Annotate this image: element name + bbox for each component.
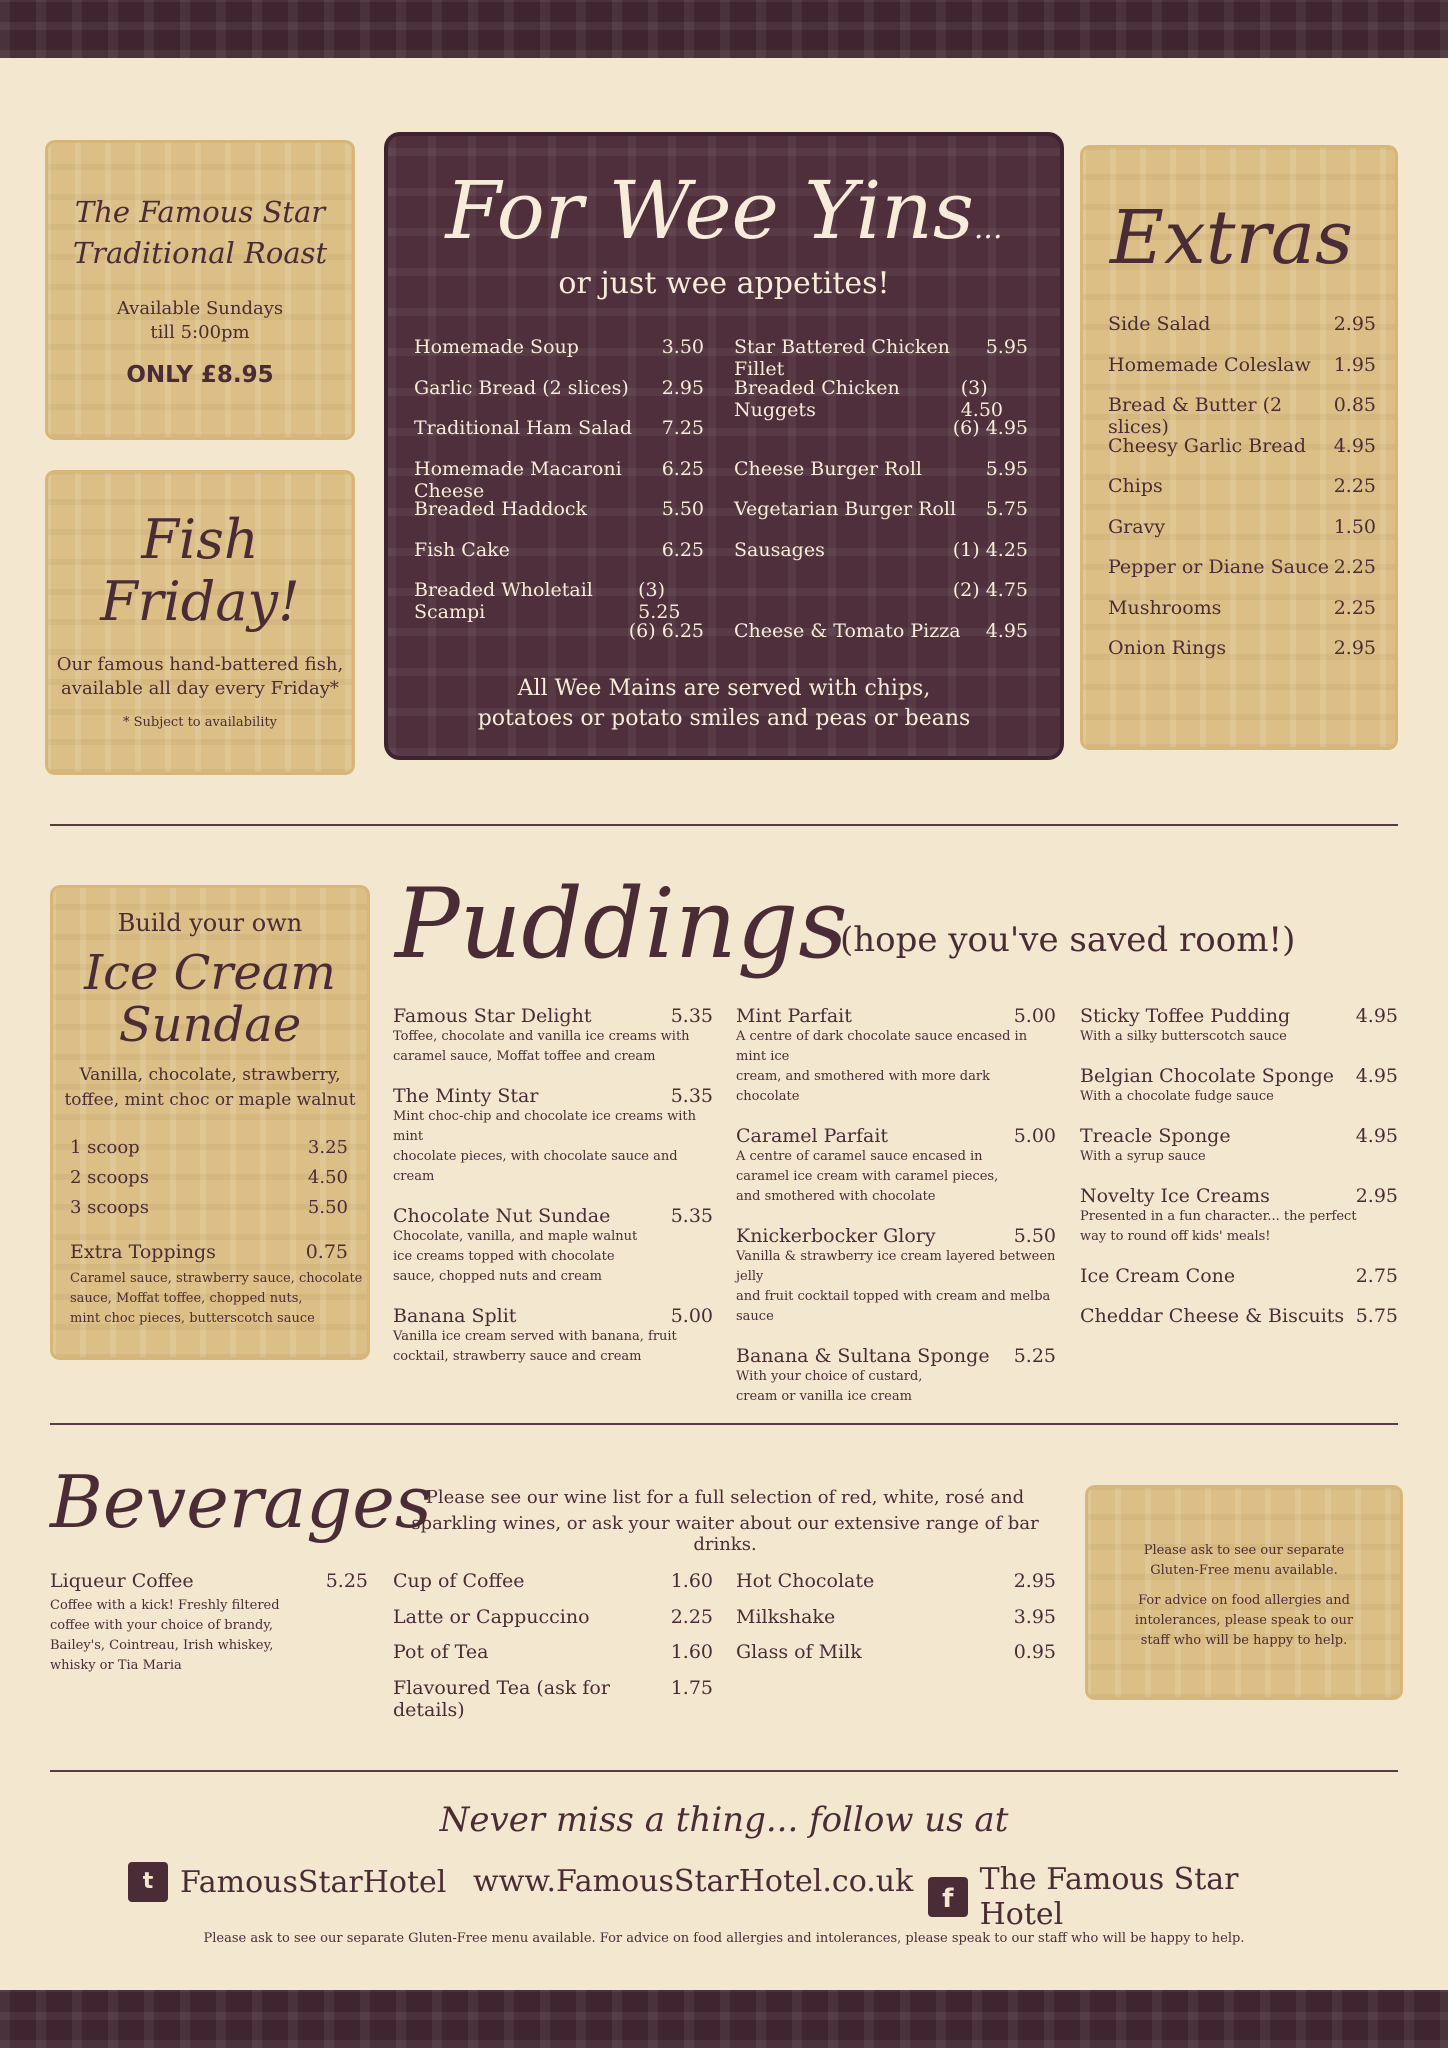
kids-menu-item bbox=[734, 376, 1028, 421]
extras-item bbox=[1108, 516, 1376, 557]
item-name: Mushrooms bbox=[1108, 596, 1222, 619]
item-price: (6) 4.95 bbox=[952, 417, 1028, 439]
item-name: Onion Rings bbox=[1108, 637, 1227, 659]
twitter-handle: FamousStarHotel bbox=[180, 1864, 447, 1900]
pudding-item-row bbox=[393, 1205, 713, 1227]
kids-menu-item bbox=[734, 458, 1028, 499]
pudding-item bbox=[736, 1225, 1056, 1327]
item-name: Knickerbocker Glory bbox=[736, 1225, 936, 1247]
item-description: Chocolate, vanilla, and maple walnut bbox=[393, 1229, 638, 1244]
scoop-option bbox=[70, 1167, 348, 1197]
pudding-item-row bbox=[736, 1225, 1056, 1247]
item-price: 2.95 bbox=[661, 376, 704, 399]
item-price: 1.60 bbox=[670, 1570, 713, 1592]
item-price: 5.00 bbox=[1013, 1005, 1056, 1027]
sunday-roast-panel bbox=[45, 140, 355, 440]
kids-menu-item bbox=[734, 579, 1028, 620]
item-price: 5.75 bbox=[985, 498, 1028, 520]
pudding-item-row bbox=[736, 1125, 1056, 1147]
pudding-item bbox=[393, 1305, 713, 1367]
liqueur-desc-line2: coffee with your choice of brandy, bbox=[50, 1618, 274, 1633]
item-price: 1.95 bbox=[1333, 353, 1376, 376]
pudding-item bbox=[393, 1085, 713, 1187]
kids-menu-item bbox=[414, 377, 704, 418]
item-description: Mint choc-chip and chocolate ice creams with mint bbox=[393, 1109, 696, 1144]
item-name: Cheese Burger Roll bbox=[734, 457, 923, 480]
kids-menu-item bbox=[734, 620, 1028, 661]
pudding-item bbox=[393, 1005, 713, 1067]
beverage-item bbox=[393, 1676, 713, 1721]
item-price: 5.95 bbox=[985, 336, 1028, 358]
item-price: 4.95 bbox=[1333, 434, 1376, 457]
twitter-icon: t bbox=[128, 1862, 168, 1902]
item-name: Ice Cream Cone bbox=[1080, 1265, 1236, 1287]
item-price: 3.95 bbox=[1013, 1605, 1056, 1628]
beverage-item bbox=[393, 1606, 713, 1642]
allergy-note-line2: Gluten-Free menu available. bbox=[1150, 1563, 1338, 1578]
facebook-link[interactable] bbox=[928, 1862, 1328, 1932]
item-name: Hot Chocolate bbox=[736, 1570, 875, 1592]
scoop-option bbox=[70, 1197, 348, 1227]
extras-item bbox=[1108, 597, 1376, 638]
pudding-item bbox=[1080, 1005, 1398, 1047]
item-description: A centre of dark chocolate sauce encased in mint ice bbox=[736, 1029, 1028, 1064]
facebook-icon: f bbox=[928, 1877, 968, 1917]
item-price: 5.35 bbox=[670, 1005, 713, 1027]
item-name: Caramel Parfait bbox=[736, 1125, 889, 1147]
item-name: 2 scoops bbox=[70, 1167, 149, 1188]
puddings-column-1 bbox=[393, 1005, 713, 1385]
item-description: Toffee, chocolate and vanilla ice creams with bbox=[393, 1029, 690, 1044]
item-description: sauce, chopped nuts and cream bbox=[393, 1269, 602, 1284]
item-price: (1) 4.25 bbox=[952, 538, 1028, 561]
item-name: Cup of Coffee bbox=[393, 1570, 525, 1592]
follow-us-heading: Never miss a thing... follow us at bbox=[439, 1800, 1009, 1840]
kids-menu-item bbox=[414, 620, 704, 661]
extras-item bbox=[1108, 435, 1376, 476]
extra-toppings-row bbox=[70, 1241, 348, 1263]
allergy-note-line3: For advice on food allergies and bbox=[1138, 1593, 1350, 1608]
item-description: and smothered with chocolate bbox=[736, 1189, 936, 1204]
kids-menu-item bbox=[734, 417, 1028, 458]
item-price: 1.60 bbox=[670, 1641, 713, 1663]
item-price: 5.35 bbox=[670, 1205, 713, 1227]
item-name: Banana & Sultana Sponge bbox=[736, 1345, 990, 1367]
item-price: 2.25 bbox=[1333, 556, 1376, 578]
beverage-item bbox=[393, 1641, 713, 1677]
item-name: Homemade Coleslaw bbox=[1108, 353, 1311, 376]
pudding-item bbox=[736, 1345, 1056, 1407]
item-price: 1.50 bbox=[1333, 515, 1376, 538]
allergy-note-line5: staff who will be happy to help. bbox=[1140, 1633, 1348, 1648]
extras-title: Extras bbox=[1110, 195, 1353, 281]
item-name: Bread & Butter (2 slices) bbox=[1108, 394, 1283, 438]
item-price: 5.75 bbox=[1355, 1305, 1398, 1327]
extras-item bbox=[1108, 354, 1376, 395]
extras-item bbox=[1108, 394, 1376, 438]
item-name: Vegetarian Burger Roll bbox=[734, 498, 957, 520]
pudding-item bbox=[393, 1205, 713, 1287]
item-price: 4.95 bbox=[1355, 1005, 1398, 1027]
kids-footer-line1: All Wee Mains are served with chips, bbox=[517, 676, 931, 701]
fish-description-line2: available all day every Friday* bbox=[61, 678, 339, 699]
item-price: (6) 6.25 bbox=[628, 619, 704, 642]
section-divider-3 bbox=[50, 1770, 1398, 1772]
item-name: Latte or Cappuccino bbox=[393, 1605, 590, 1628]
item-price: 7.25 bbox=[661, 417, 704, 439]
liqueur-desc-line4: whisky or Tia Maria bbox=[50, 1658, 182, 1673]
item-name: Gravy bbox=[1108, 515, 1166, 538]
roast-title-line2: Traditional Roast bbox=[72, 236, 328, 270]
item-description: With a chocolate fudge sauce bbox=[1080, 1089, 1274, 1104]
fish-description-line1: Our famous hand-battered fish, bbox=[56, 654, 344, 675]
website-url: www.FamousStarHotel.co.uk bbox=[473, 1864, 914, 1899]
item-price: 4.95 bbox=[1355, 1065, 1398, 1087]
item-name: Chocolate Nut Sundae bbox=[393, 1205, 611, 1227]
item-description: A centre of caramel sauce encased in bbox=[736, 1149, 983, 1164]
pudding-item bbox=[1080, 1185, 1398, 1247]
sundae-flavours-line1: Vanilla, chocolate, strawberry, bbox=[79, 1065, 341, 1085]
pudding-item bbox=[1080, 1065, 1398, 1107]
extras-item bbox=[1108, 556, 1376, 597]
item-name: Breaded Haddock bbox=[414, 498, 588, 520]
item-name: Homemade Macaroni Cheese bbox=[414, 457, 622, 502]
roast-time: till 5:00pm bbox=[150, 322, 250, 343]
item-name: Breaded Chicken Nuggets bbox=[734, 376, 900, 421]
sundae-title-line1: Ice Cream bbox=[84, 945, 336, 1001]
item-price: 2.25 bbox=[670, 1605, 713, 1628]
item-name: Star Battered Chicken Fillet bbox=[734, 336, 950, 380]
puddings-column-2 bbox=[736, 1005, 1056, 1425]
kids-right-column bbox=[734, 336, 1028, 660]
section-divider-1 bbox=[50, 824, 1398, 826]
item-name: Belgian Chocolate Sponge bbox=[1080, 1065, 1335, 1087]
item-name: 3 scoops bbox=[70, 1197, 149, 1218]
kids-subtitle: or just wee appetites! bbox=[558, 266, 890, 301]
item-name: Breaded Wholetail Scampi bbox=[414, 579, 593, 623]
item-name: Milkshake bbox=[736, 1605, 836, 1628]
extras-item bbox=[1108, 637, 1376, 678]
sundae-title-line2: Sundae bbox=[118, 997, 302, 1053]
kids-menu-item bbox=[414, 539, 704, 580]
item-name: Cheese & Tomato Pizza bbox=[734, 619, 961, 642]
beverages-title: Beverages bbox=[50, 1460, 432, 1544]
item-price: 2.95 bbox=[1013, 1570, 1056, 1592]
item-description: Vanilla ice cream served with banana, fruit bbox=[393, 1329, 677, 1344]
social-links bbox=[128, 1862, 1328, 1932]
toppings-desc-line1: Caramel sauce, strawberry sauce, chocolate bbox=[70, 1271, 363, 1286]
pudding-item-row bbox=[393, 1005, 713, 1027]
pudding-item bbox=[736, 1125, 1056, 1207]
item-price: (3) 5.25 bbox=[638, 579, 681, 623]
beverages-intro-line2: sparkling wines, or ask your waiter about our extensive range of bar drinks. bbox=[411, 1513, 1039, 1555]
item-description: With a silky butterscotch sauce bbox=[1080, 1029, 1287, 1044]
liqueur-desc-line1: Coffee with a kick! Freshly filtered bbox=[50, 1598, 280, 1613]
item-name: Homemade Soup bbox=[414, 336, 579, 358]
beverage-item bbox=[736, 1570, 1056, 1606]
item-price: 4.95 bbox=[985, 619, 1028, 642]
scoop-list bbox=[70, 1137, 348, 1227]
liqueur-coffee-row bbox=[50, 1570, 368, 1592]
pudding-item-row bbox=[1080, 1005, 1398, 1027]
kids-title bbox=[388, 166, 1060, 274]
extra-toppings-price: 0.75 bbox=[305, 1241, 348, 1263]
pudding-item-row bbox=[393, 1085, 713, 1107]
bottom-plaid-border bbox=[0, 1990, 1448, 2048]
item-price: 1.75 bbox=[670, 1676, 713, 1699]
item-price: 3.50 bbox=[661, 336, 704, 358]
kids-menu-panel bbox=[384, 132, 1064, 760]
item-price: 4.50 bbox=[307, 1167, 348, 1188]
item-price: 5.50 bbox=[1013, 1225, 1056, 1247]
facebook-page-name: The Famous Star Hotel bbox=[979, 1862, 1239, 1932]
item-description: Vanilla & strawberry ice cream layered between jelly bbox=[736, 1249, 1056, 1284]
item-name: Cheesy Garlic Bread bbox=[1108, 434, 1306, 457]
allergy-note-line1: Please ask to see our separate bbox=[1143, 1543, 1345, 1558]
liqueur-coffee-name: Liqueur Coffee bbox=[50, 1570, 194, 1592]
item-description: With a syrup sauce bbox=[1080, 1149, 1206, 1164]
pudding-item bbox=[736, 1005, 1056, 1107]
item-description: cocktail, strawberry sauce and cream bbox=[393, 1349, 642, 1364]
beverage-item bbox=[736, 1606, 1056, 1642]
roast-price: ONLY £8.95 bbox=[126, 362, 274, 388]
item-description: and fruit cocktail topped with cream and melba sauce bbox=[736, 1289, 1051, 1324]
item-name: Famous Star Delight bbox=[393, 1005, 592, 1027]
pudding-item-row bbox=[1080, 1265, 1398, 1287]
item-name: Cheddar Cheese & Biscuits bbox=[1080, 1305, 1345, 1327]
beverage-item bbox=[393, 1570, 713, 1606]
extras-list bbox=[1108, 313, 1376, 678]
item-price: (3) 4.50 bbox=[960, 376, 1004, 421]
item-price: 6.25 bbox=[661, 538, 704, 561]
fish-friday-panel bbox=[45, 470, 355, 775]
item-price: 5.35 bbox=[670, 1085, 713, 1107]
extras-item bbox=[1108, 313, 1376, 354]
section-divider-2 bbox=[50, 1423, 1398, 1425]
item-price: 4.95 bbox=[1355, 1125, 1398, 1147]
item-name: Flavoured Tea (ask for details) bbox=[393, 1676, 610, 1721]
item-price: 6.25 bbox=[661, 457, 704, 480]
kids-left-column bbox=[414, 336, 704, 660]
item-name: 1 scoop bbox=[70, 1137, 140, 1158]
item-description: cream or vanilla ice cream bbox=[736, 1389, 912, 1404]
item-description: Presented in a fun character... the perfect bbox=[1080, 1209, 1357, 1224]
kids-menu-item bbox=[414, 457, 704, 502]
kids-menu-item bbox=[414, 417, 704, 458]
extra-toppings-name: Extra Toppings bbox=[70, 1241, 216, 1263]
beverage-item bbox=[736, 1641, 1056, 1677]
item-description: cream, and smothered with more dark chocolate bbox=[736, 1069, 990, 1104]
website-link[interactable] bbox=[473, 1862, 913, 1902]
item-price: 2.95 bbox=[1333, 637, 1376, 659]
pudding-item bbox=[1080, 1125, 1398, 1167]
scoop-option bbox=[70, 1137, 348, 1167]
kids-menu-item bbox=[414, 579, 704, 623]
item-name: Novelty Ice Creams bbox=[1080, 1185, 1270, 1207]
item-description: chocolate pieces, with chocolate sauce and cream bbox=[393, 1149, 678, 1184]
roast-availability: Available Sundays bbox=[116, 298, 284, 319]
allergy-note-line4: intolerances, please speak to our bbox=[1134, 1613, 1354, 1628]
item-price: 5.50 bbox=[307, 1197, 348, 1218]
sundae-panel bbox=[50, 885, 370, 1360]
roast-title-line1: The Famous Star bbox=[74, 195, 326, 229]
beverages-column-2 bbox=[393, 1570, 713, 1721]
item-description: way to round off kids' meals! bbox=[1080, 1229, 1271, 1244]
item-price: 5.00 bbox=[1013, 1125, 1056, 1147]
beverages-intro-line1: Please see our wine list for a full selection of red, white, rosé and bbox=[425, 1487, 1025, 1508]
item-description: With your choice of custard, bbox=[736, 1369, 923, 1384]
kids-menu-item bbox=[734, 336, 1028, 380]
item-name: Chips bbox=[1108, 475, 1163, 497]
item-price: 2.25 bbox=[1333, 475, 1376, 497]
item-description: caramel sauce, Moffat toffee and cream bbox=[393, 1049, 656, 1064]
item-price: 0.85 bbox=[1333, 394, 1376, 416]
footer-disclaimer: Please ask to see our separate Gluten-Free menu available. For advice on food allergies and intolerances, please speak to our staff who will be happy to help. bbox=[203, 1931, 1245, 1946]
item-name: Mint Parfait bbox=[736, 1005, 852, 1027]
pudding-item-row bbox=[736, 1005, 1056, 1027]
item-price: 5.25 bbox=[1013, 1345, 1056, 1367]
item-name: Traditional Ham Salad bbox=[414, 417, 633, 439]
toppings-desc-line2: sauce, Moffat toffee, chopped nuts, bbox=[70, 1291, 303, 1306]
fish-availability-note: * Subject to availability bbox=[122, 715, 278, 730]
item-name: The Minty Star bbox=[393, 1085, 539, 1107]
liqueur-coffee-price: 5.25 bbox=[325, 1570, 368, 1592]
pudding-item bbox=[1080, 1265, 1398, 1287]
item-name: Fish Cake bbox=[414, 538, 510, 561]
item-price: 2.25 bbox=[1333, 596, 1376, 619]
pudding-item-row bbox=[393, 1305, 713, 1327]
kids-menu-item bbox=[414, 498, 704, 539]
kids-title-ellipsis: ... bbox=[973, 211, 1003, 246]
item-name: Banana Split bbox=[393, 1305, 517, 1327]
pudding-item bbox=[1080, 1305, 1398, 1327]
item-price: (2) 4.75 bbox=[952, 579, 1028, 601]
twitter-link[interactable] bbox=[128, 1862, 446, 1902]
toppings-desc-line3: mint choc pieces, butterscotch sauce bbox=[70, 1311, 315, 1326]
sundae-flavours-line2: toffee, mint choc or maple walnut bbox=[64, 1090, 356, 1110]
item-price: 2.95 bbox=[1333, 313, 1376, 335]
item-name: Pepper or Diane Sauce bbox=[1108, 556, 1330, 578]
kids-menu-item bbox=[414, 336, 704, 377]
beverages-column-3 bbox=[736, 1570, 1056, 1677]
puddings-column-3 bbox=[1080, 1005, 1398, 1345]
item-description: caramel ice cream with caramel pieces, bbox=[736, 1169, 999, 1184]
liqueur-coffee-item bbox=[50, 1570, 368, 1676]
item-price: 5.95 bbox=[985, 457, 1028, 480]
item-price: 5.50 bbox=[661, 498, 704, 520]
pudding-item-row bbox=[1080, 1305, 1398, 1327]
pudding-item-row bbox=[1080, 1185, 1398, 1207]
item-price: 2.95 bbox=[1355, 1185, 1398, 1207]
item-price: 2.75 bbox=[1355, 1265, 1398, 1287]
kids-menu-item bbox=[734, 498, 1028, 539]
top-plaid-border bbox=[0, 0, 1448, 58]
sundae-pre-title: Build your own bbox=[117, 909, 303, 937]
item-price: 0.95 bbox=[1013, 1641, 1056, 1663]
fish-title-line1: Fish bbox=[141, 508, 259, 571]
item-name: Pot of Tea bbox=[393, 1641, 489, 1663]
pudding-item-row bbox=[1080, 1065, 1398, 1087]
item-price: 3.25 bbox=[307, 1137, 348, 1158]
item-name: Sticky Toffee Pudding bbox=[1080, 1005, 1291, 1027]
kids-footer-line2: potatoes or potato smiles and peas or beans bbox=[477, 706, 971, 731]
puddings-title: Puddings bbox=[395, 868, 848, 980]
item-name: Side Salad bbox=[1108, 313, 1211, 335]
item-name: Sausages bbox=[734, 538, 825, 561]
kids-title-text: For Wee Yins bbox=[445, 164, 974, 257]
pudding-item-row bbox=[1080, 1125, 1398, 1147]
extras-item bbox=[1108, 475, 1376, 516]
fish-title-line2: Friday! bbox=[100, 570, 300, 633]
item-name: Treacle Sponge bbox=[1080, 1125, 1231, 1147]
pudding-item-row bbox=[736, 1345, 1056, 1367]
liqueur-desc-line3: Bailey's, Cointreau, Irish whiskey, bbox=[50, 1638, 274, 1653]
item-price: 5.00 bbox=[670, 1305, 713, 1327]
puddings-subtitle: (hope you've saved room!) bbox=[840, 920, 1296, 960]
allergy-note-panel bbox=[1085, 1485, 1403, 1700]
extras-panel bbox=[1080, 145, 1398, 750]
item-name: Glass of Milk bbox=[736, 1641, 862, 1663]
item-name: Garlic Bread (2 slices) bbox=[414, 376, 629, 399]
item-description: ice creams topped with chocolate bbox=[393, 1249, 615, 1264]
kids-menu-item bbox=[734, 539, 1028, 580]
